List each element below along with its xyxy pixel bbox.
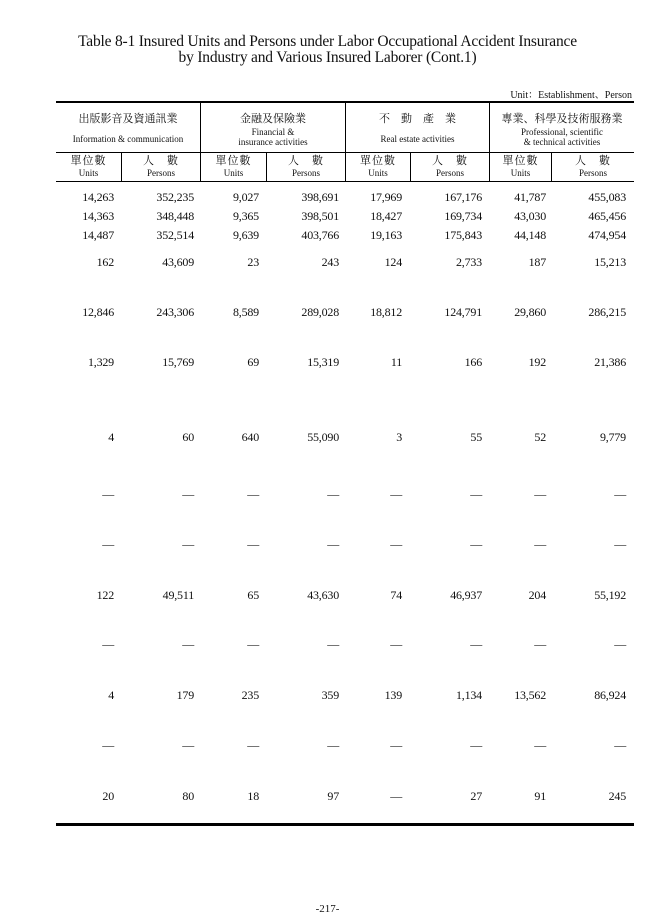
table-cell: —: [614, 537, 626, 551]
table-title-line-2: by Industry and Various Insured Laborer (Cont.1): [178, 49, 477, 66]
table-cell: 245: [608, 789, 626, 803]
table-cell: 243,306: [156, 305, 194, 319]
subheader-persons-en: Persons: [291, 168, 320, 178]
table-cell: —: [390, 537, 402, 551]
table-cell: —: [534, 637, 546, 651]
table-cell: —: [327, 537, 339, 551]
table-cell: 14,263: [82, 190, 114, 204]
table-cell: 91: [534, 789, 546, 803]
table-cell: 474,954: [588, 228, 626, 242]
table-cell: 65: [247, 588, 259, 602]
table-cell: 49,511: [162, 588, 194, 602]
table-cell: —: [247, 738, 259, 752]
table-cell: —: [182, 487, 194, 501]
table-cell: —: [182, 537, 194, 551]
table-cell: 12,846: [82, 305, 114, 319]
subheader-persons-zh: 人 數: [432, 155, 468, 167]
table-cell: 55: [470, 430, 482, 444]
table-cell: 352,235: [156, 190, 194, 204]
table-cell: 1,134: [455, 688, 482, 702]
table-cell: 19,163: [370, 228, 402, 242]
table-cell: 14,487: [82, 228, 114, 242]
table-cell: 179: [176, 688, 194, 702]
table-cell: 43,609: [162, 255, 194, 269]
subheader-persons-zh: 人 數: [575, 155, 611, 167]
table-cell: 43,630: [307, 588, 339, 602]
table-cell: 55,192: [594, 588, 626, 602]
subheader-persons-zh: 人 數: [143, 155, 179, 167]
table-cell: —: [614, 487, 626, 501]
table-cell: —: [247, 637, 259, 651]
table-cell: —: [614, 637, 626, 651]
table-cell: 17,969: [370, 190, 402, 204]
bottom-rule: [56, 823, 634, 826]
table-cell: —: [102, 637, 114, 651]
table-cell: —: [182, 637, 194, 651]
table-cell: 640: [241, 430, 259, 444]
subheader-units-en: Units: [78, 168, 99, 178]
table-cell: 41,787: [514, 190, 546, 204]
table-cell: —: [390, 487, 402, 501]
table-cell: —: [247, 487, 259, 501]
table-cell: 403,766: [301, 228, 339, 242]
table-cell: 46,937: [450, 588, 482, 602]
table-cell: —: [390, 789, 402, 803]
table-cell: 18: [247, 789, 259, 803]
column-group-header-en: Financial &: [251, 127, 295, 137]
table-cell: —: [182, 738, 194, 752]
column-group-header-en: insurance activities: [238, 137, 308, 147]
table-cell: —: [327, 738, 339, 752]
table-cell: 398,501: [301, 209, 339, 223]
table-cell: 80: [182, 789, 194, 803]
column-group-header-zh: 出版影音及資通訊業: [78, 113, 178, 125]
subheader-units-zh: 單位數: [502, 155, 539, 167]
table-cell: —: [102, 487, 114, 501]
table-cell: 74: [390, 588, 402, 602]
table-cell: 359: [321, 688, 339, 702]
table-cell: 162: [96, 255, 114, 269]
table-cell: 2,733: [455, 255, 482, 269]
column-group-header-zh: 不 動 產 業: [379, 113, 456, 125]
table-cell: 18,812: [370, 305, 402, 319]
table-title-line-1: Table 8-1 Insured Units and Persons under Labor Occupational Accident Insurance: [78, 33, 577, 50]
table-cell: 169,734: [444, 209, 482, 223]
table-cell: 43,030: [514, 209, 546, 223]
table-cell: 286,215: [588, 305, 626, 319]
table-cell: —: [534, 537, 546, 551]
column-group-header-en: Real estate activities: [380, 134, 455, 144]
table-cell: 97: [327, 789, 339, 803]
table-cell: 167,176: [444, 190, 482, 204]
table-cell: 124,791: [444, 305, 482, 319]
table-cell: —: [470, 537, 482, 551]
table-cell: —: [247, 537, 259, 551]
table-cell: 20: [102, 789, 114, 803]
table-cell: 124: [384, 255, 402, 269]
table-cell: 9,365: [232, 209, 259, 223]
table-cell: —: [470, 637, 482, 651]
column-group-header-zh: 專業、科學及技術服務業: [501, 113, 623, 125]
table-cell: 289,028: [301, 305, 339, 319]
table-cell: —: [102, 537, 114, 551]
table-cell: 235: [241, 688, 259, 702]
table-cell: 9,639: [232, 228, 259, 242]
column-group-header-en: Professional, scientific: [521, 127, 603, 137]
table-cell: 4: [108, 688, 114, 702]
table-cell: —: [614, 738, 626, 752]
subheader-units-zh: 單位數: [215, 155, 252, 167]
table-cell: 8,589: [232, 305, 259, 319]
table-cell: 455,083: [588, 190, 626, 204]
table-cell: —: [390, 637, 402, 651]
table-cell: 14,363: [82, 209, 114, 223]
table-cell: —: [327, 487, 339, 501]
table-cell: 398,691: [301, 190, 339, 204]
table-cell: —: [470, 487, 482, 501]
table-cell: 52: [534, 430, 546, 444]
subheader-units-zh: 單位數: [70, 155, 107, 167]
page-number: -217-: [315, 903, 340, 915]
table-cell: 204: [528, 588, 546, 602]
subheader-units-en: Units: [510, 168, 531, 178]
table-cell: 27: [470, 789, 482, 803]
table-cell: 192: [528, 355, 546, 369]
table-cell: 348,448: [156, 209, 194, 223]
table-cell: 139: [384, 688, 402, 702]
table-cell: 23: [247, 255, 259, 269]
table-cell: 11: [390, 355, 402, 369]
table-cell: 465,456: [588, 209, 626, 223]
header-bottom-rule: [56, 181, 634, 182]
table-cell: 122: [96, 588, 114, 602]
table-cell: 69: [247, 355, 259, 369]
table-cell: 15,213: [594, 255, 626, 269]
table-cell: 60: [182, 430, 194, 444]
table-cell: 13,562: [514, 688, 546, 702]
table-cell: —: [390, 738, 402, 752]
table-cell: 1,329: [87, 355, 114, 369]
table-cell: 175,843: [444, 228, 482, 242]
subheader-units-en: Units: [223, 168, 244, 178]
column-group-header-en: & technical activities: [523, 137, 601, 147]
table-cell: 15,319: [307, 355, 339, 369]
table-cell: 243: [321, 255, 339, 269]
table-cell: 21,386: [594, 355, 626, 369]
table-cell: 55,090: [307, 430, 339, 444]
table-cell: —: [534, 487, 546, 501]
table-cell: 29,860: [514, 305, 546, 319]
table-cell: 187: [528, 255, 546, 269]
column-group-header-en: Information & communication: [72, 134, 184, 144]
unit-label: Unit：Establishment、Person: [510, 90, 632, 101]
subheader-units-zh: 單位數: [360, 155, 396, 167]
table-cell: 9,027: [232, 190, 259, 204]
table-cell: —: [470, 738, 482, 752]
subheader-persons-zh: 人 數: [288, 155, 324, 167]
table-cell: 3: [396, 430, 402, 444]
table-cell: 44,148: [514, 228, 546, 242]
table-cell: 15,769: [162, 355, 194, 369]
table-cell: 18,427: [370, 209, 402, 223]
table-cell: 4: [108, 430, 114, 444]
table-cell: 9,779: [599, 430, 626, 444]
subheader-units-en: Units: [368, 168, 388, 178]
table-cell: —: [327, 637, 339, 651]
table-cell: 86,924: [594, 688, 626, 702]
subheader-persons-en: Persons: [146, 168, 175, 178]
table-cell: 352,514: [156, 228, 194, 242]
table-cell: —: [534, 738, 546, 752]
table-cell: 166: [464, 355, 482, 369]
subheader-persons-en: Persons: [578, 168, 607, 178]
subheader-persons-en: Persons: [435, 168, 464, 178]
column-group-header-zh: 金融及保險業: [240, 113, 306, 125]
table-cell: —: [102, 738, 114, 752]
